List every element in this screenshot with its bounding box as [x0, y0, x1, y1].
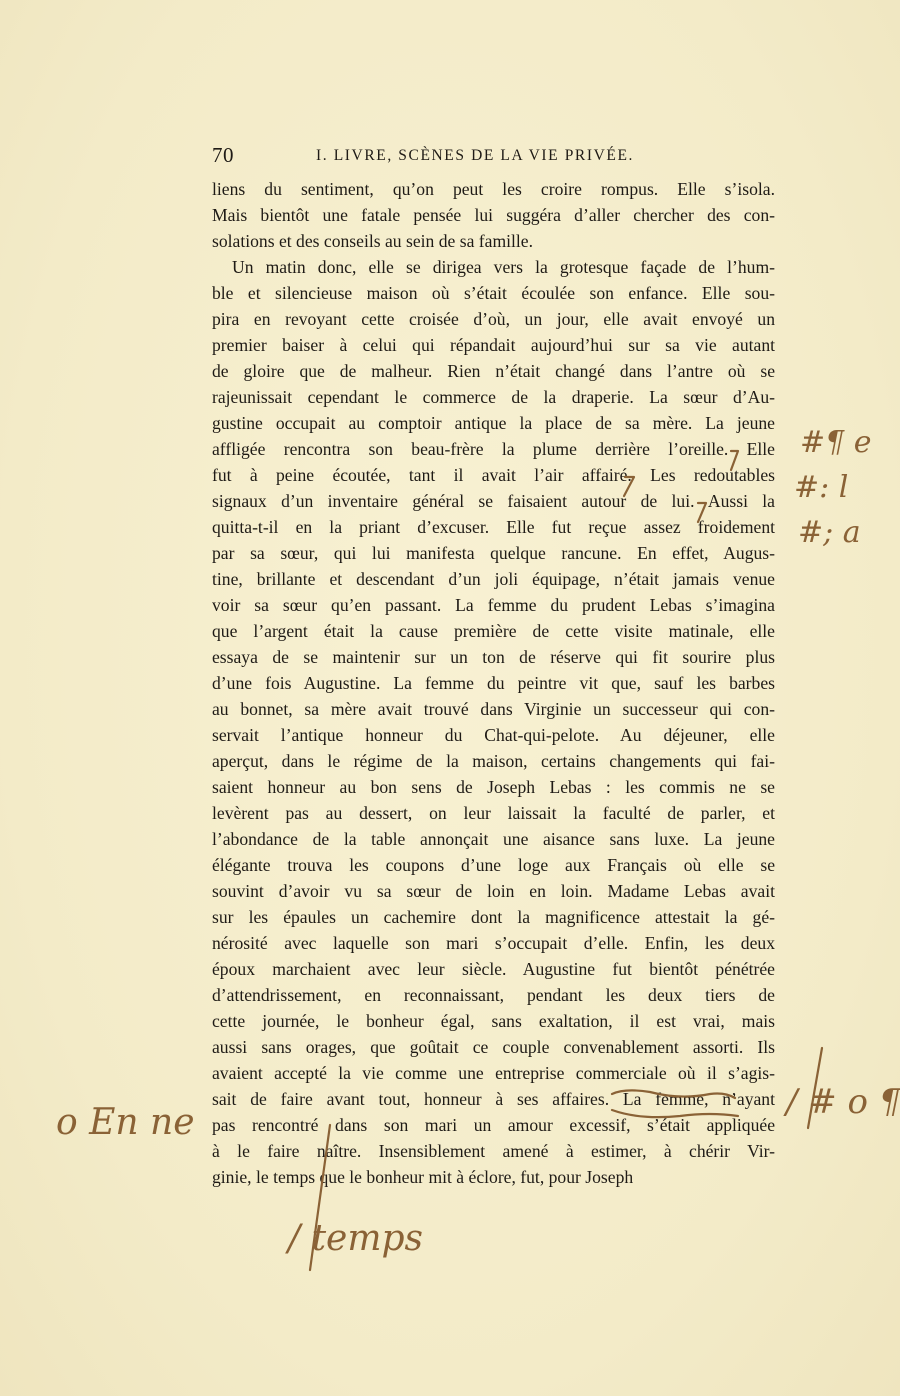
text-line: de gloire que de malheur. Rien n’était changé dans l’antre où se	[212, 361, 775, 381]
text-line: rajeunissait cependant le commerce de la draperie. La sœur d’Au-	[212, 387, 775, 407]
text-line: ble et silencieuse maison où s’était écoulée son enfance. Elle sou-	[212, 283, 775, 303]
text-line: à le faire naître. Insensiblement amené à estimer, à chérir Vir-	[212, 1141, 775, 1161]
text-line: l’abondance de la table annonçait une aisance sans luxe. La jeune	[212, 829, 775, 849]
text-line: d’attendrissement, en reconnaissant, pendant les deux tiers de	[212, 985, 775, 1005]
running-head: I. LIVRE, SCÈNES DE LA VIE PRIVÉE.	[316, 147, 635, 164]
margin-note-3: #; a	[798, 515, 861, 550]
text-line: que l’argent était la cause première de cette visite matinale, elle	[212, 621, 775, 641]
text-line: premier baiser à celui qui répandait aujourd’hui sur sa vie autant	[212, 335, 775, 355]
body-text	[212, 176, 775, 1190]
text-line: sait de faire avant tout, honneur à ses affaires. La femme, n’ayant	[212, 1089, 775, 1109]
text-line: Un matin donc, elle se dirigea vers la grotesque façade de l’hum-	[232, 257, 775, 277]
text-line: par sa sœur, qui lui manifesta quelque rancune. En effet, Augus-	[212, 543, 775, 563]
text-line: servait l’antique honneur du Chat-qui-pelote. Au déjeuner, elle	[212, 725, 775, 745]
text-line: élégante trouva les coupons d’une loge aux Français où elle se	[212, 855, 775, 875]
text-line: liens du sentiment, qu’on peut les croire rompus. Elle s’isola.	[212, 179, 775, 199]
margin-note-bottom: / temps	[288, 1218, 423, 1259]
text-line: cette journée, le bonheur égal, sans exaltation, il est vrai, mais	[212, 1011, 775, 1031]
text-line: aussi sans orages, que goûtait ce couple convenablement assorti. Ils	[212, 1037, 775, 1057]
margin-note-1: #¶ e	[800, 425, 872, 460]
text-line: levèrent pas au dessert, on leur laissait la faculté de parler, et	[212, 803, 775, 823]
text-line: fut à peine écoutée, tant il avait l’air affairé. Les redoutables	[212, 465, 775, 485]
page-number: 70	[212, 143, 234, 167]
guide-line-right	[808, 1048, 822, 1128]
margin-note-left: o En ne	[56, 1102, 195, 1143]
text-line: époux marchaient avec leur siècle. Augustine fut bientôt pénétrée	[212, 959, 775, 979]
text-line: gustine occupait au comptoir antique la place de sa mère. La jeune	[212, 413, 775, 433]
text-line: saient honneur au bon sens de Joseph Lebas : les commis ne se	[212, 777, 775, 797]
text-line: essaya de se maintenir sur un ton de réserve qui fit sourire plus	[212, 647, 775, 667]
text-line: pas rencontré dans son mari un amour excessif, s’était appliquée	[212, 1115, 775, 1135]
text-line: Mais bientôt une fatale pensée lui suggéra d’aller chercher des con-	[212, 205, 775, 225]
text-line: aperçut, dans le régime de la maison, certains changements qui fai-	[212, 751, 775, 771]
text-line: pira en revoyant cette croisée d’où, un jour, elle avait envoyé un	[212, 309, 775, 329]
text-line: avaient accepté la vie comme une entreprise commerciale où il s’agis-	[212, 1063, 775, 1083]
text-line: voir sa sœur qu’en passant. La femme du prudent Lebas s’imagina	[212, 595, 775, 615]
page-header	[212, 143, 778, 173]
text-line: d’une fois Augustine. La femme du peintre vit que, sauf les barbes	[212, 673, 775, 693]
text-line: sur les épaules un cachemire dont la magnificence attestait la gé-	[212, 907, 775, 927]
text-line: tine, brillante et descendant d’un joli équipage, n’était jamais venue	[212, 569, 775, 589]
margin-note-2: #: l	[794, 470, 849, 505]
margin-note-4: / # o ¶	[786, 1082, 900, 1122]
text-line: souvint d’avoir vu sa sœur de loin en loin. Madame Lebas avait	[212, 881, 775, 901]
text-line: nérosité avec laquelle son mari s’occupait d’elle. Enfin, les deux	[212, 933, 775, 953]
text-line: solations et des conseils au sein de sa famille.	[212, 231, 534, 251]
text-line: affligée rencontra son beau-frère la plume derrière l’oreille. Elle	[212, 439, 775, 459]
text-line: signaux d’un inventaire général se faisaient autour de lui. Aussi la	[212, 491, 775, 511]
text-line: au bonnet, sa mère avait trouvé dans Virginie un successeur qui con-	[212, 699, 775, 719]
text-line: ginie, le temps que le bonheur mit à éclore, fut, pour Joseph	[212, 1167, 634, 1187]
text-line: quitta-t-il en la priant d’excuser. Elle fut reçue assez froidement	[212, 517, 775, 537]
